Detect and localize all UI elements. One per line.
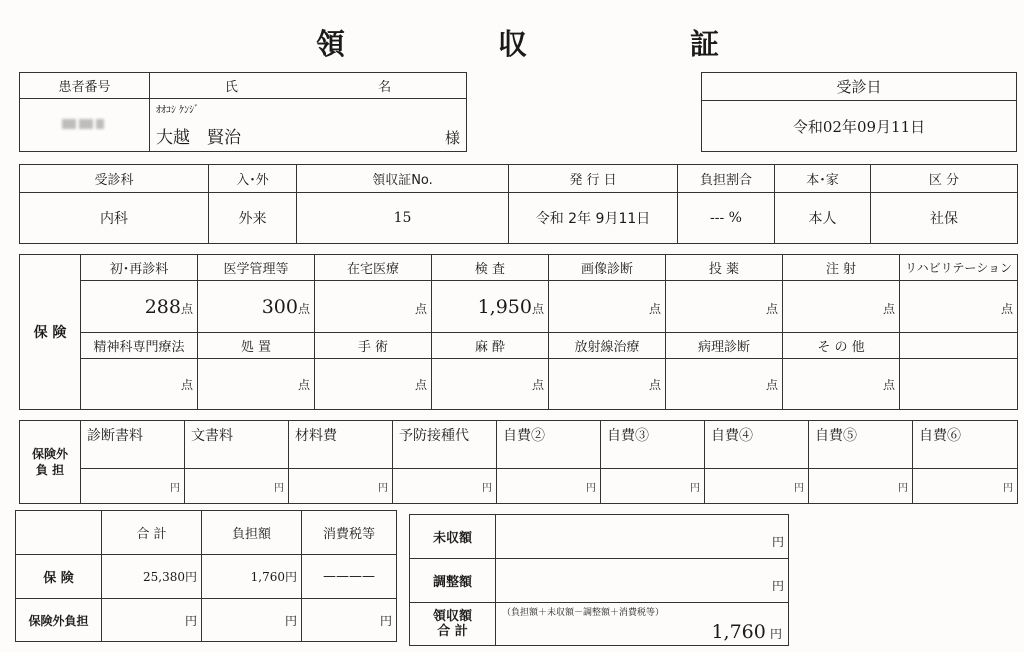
- fee-header: そ の 他: [783, 333, 900, 359]
- fee-header: 麻 酔: [432, 333, 549, 359]
- fee-header: 病理診断: [666, 333, 783, 359]
- totals-header-tax: 消費税等: [302, 511, 397, 555]
- received-value-cell: （負担額＋未収額－調整額＋消費税等） 1,760 円: [496, 603, 789, 646]
- fee-value-cell: 点: [900, 281, 1018, 333]
- totals-header-total: 合 計: [102, 511, 202, 555]
- received-label: 領収額 合 計: [410, 603, 496, 646]
- non-insurance-header: 自費④: [705, 421, 809, 469]
- totals-insurance-burden: 1,760円: [202, 555, 302, 599]
- non-insurance-header: 自費⑤: [809, 421, 913, 469]
- fee-value: 1,950: [477, 295, 532, 318]
- fee-header: 画像診断: [549, 255, 666, 281]
- non-insurance-yen: 円: [81, 469, 185, 504]
- visit-date-header: 受診日: [702, 73, 1017, 101]
- fee-value-cell: 1,950点: [432, 281, 549, 333]
- non-insurance-yen: 円: [809, 469, 913, 504]
- non-insurance-label: 保険外 負 担: [20, 421, 81, 504]
- fee-header: 処 置: [198, 333, 315, 359]
- burden-ratio-header: 負担割合: [678, 165, 775, 193]
- fee-header: 初･再診料: [81, 255, 198, 281]
- patient-kana: ｵｵｺｼ ｹﾝｼﾞ: [156, 105, 200, 116]
- unpaid-value: 円: [496, 515, 789, 559]
- fee-value-cell: 点: [666, 359, 783, 410]
- fee-header: 放射線治療: [549, 333, 666, 359]
- non-insurance-yen: 円: [913, 469, 1018, 504]
- totals-insurance-tax: ————: [302, 555, 397, 599]
- adjust-label: 調整額: [410, 559, 496, 603]
- fee-header: 精神科専門療法: [81, 333, 198, 359]
- patient-name: 大越 賢治: [156, 128, 241, 148]
- inout-header: 入･外: [209, 165, 297, 193]
- receipt-no-header: 領収証No.: [297, 165, 509, 193]
- fee-header: 手 術: [315, 333, 432, 359]
- totals-noninsurance-tax: 円: [302, 599, 397, 642]
- received-formula: （負担額＋未収額－調整額＋消費税等）: [502, 608, 665, 618]
- fee-value: 300: [261, 295, 298, 318]
- non-insurance-yen: 円: [185, 469, 289, 504]
- fee-value-cell: 点: [315, 359, 432, 410]
- non-insurance-header: 自費③: [601, 421, 705, 469]
- fee-value-cell: [900, 359, 1018, 410]
- non-insurance-header: 自費⑥: [913, 421, 1018, 469]
- insurance-points-table: [19, 254, 1018, 410]
- fee-value-cell: 点: [549, 359, 666, 410]
- receipt-title: [0, 22, 1024, 62]
- non-insurance-yen: 円: [601, 469, 705, 504]
- totals-table: [15, 510, 397, 642]
- fee-header: 医学管理等: [198, 255, 315, 281]
- dept-header: 受診科: [20, 165, 209, 193]
- totals-corner: [16, 511, 102, 555]
- visit-date-table: [701, 72, 1017, 152]
- totals-insurance-total: 25,380円: [102, 555, 202, 599]
- unpaid-label: 未収額: [410, 515, 496, 559]
- totals-row-label: 保 険: [16, 555, 102, 599]
- totals-noninsurance-burden: 円: [202, 599, 302, 642]
- received-amount: 1,760: [711, 621, 766, 643]
- patient-id-value: [20, 99, 150, 152]
- fee-value: 288: [144, 295, 181, 318]
- adjust-value: 円: [496, 559, 789, 603]
- non-insurance-table: [19, 420, 1018, 504]
- non-insurance-header: 診断書料: [81, 421, 185, 469]
- non-insurance-yen: 円: [289, 469, 393, 504]
- category-header: 区 分: [871, 165, 1018, 193]
- patient-name-cell: [150, 99, 467, 152]
- fee-value-cell: 点: [783, 281, 900, 333]
- non-insurance-header: 予防接種代: [393, 421, 497, 469]
- title-char-1: 領: [316, 27, 346, 61]
- non-insurance-header: 文書料: [185, 421, 289, 469]
- non-insurance-yen: 円: [393, 469, 497, 504]
- fee-header: 検 査: [432, 255, 549, 281]
- totals-noninsurance-total: 円: [102, 599, 202, 642]
- non-insurance-yen: 円: [497, 469, 601, 504]
- fee-header: 注 射: [783, 255, 900, 281]
- patient-honorific: 様: [444, 129, 460, 147]
- visit-info-table: [19, 164, 1018, 244]
- fee-header: 投 薬: [666, 255, 783, 281]
- receipt-no-value: 15: [297, 193, 509, 244]
- fee-header: 在宅医療: [315, 255, 432, 281]
- fee-header: リハビリテーション: [900, 255, 1018, 281]
- fee-value-cell: 点: [315, 281, 432, 333]
- fee-value-cell: 点: [81, 359, 198, 410]
- totals-header-burden: 負担額: [202, 511, 302, 555]
- insurance-label: 保 険: [20, 255, 81, 410]
- totals-row-label: 保険外負担: [16, 599, 102, 642]
- fee-value-cell: 288点: [81, 281, 198, 333]
- fee-value-cell: 点: [432, 359, 549, 410]
- summary-table: [409, 514, 789, 646]
- visit-date-value: 令和02年09月11日: [702, 101, 1017, 152]
- fee-value-cell: 点: [198, 359, 315, 410]
- patient-id-header: 患者番号: [20, 73, 150, 99]
- insured-type-header: 本･家: [775, 165, 871, 193]
- insured-type-value: 本人: [775, 193, 871, 244]
- fee-header: [900, 333, 1018, 359]
- non-insurance-header: 自費②: [497, 421, 601, 469]
- dept-value: 内科: [20, 193, 209, 244]
- title-char-3: 証: [690, 27, 720, 61]
- fee-value-cell: 点: [666, 281, 783, 333]
- inout-value: 外来: [209, 193, 297, 244]
- patient-table: [19, 72, 467, 152]
- non-insurance-yen: 円: [705, 469, 809, 504]
- fee-value-cell: 300点: [198, 281, 315, 333]
- issue-date-header: 発 行 日: [509, 165, 678, 193]
- issue-date-value: 令和 2年 9月11日: [509, 193, 678, 244]
- patient-name-header: 氏 名: [150, 73, 467, 99]
- title-char-2: 収: [498, 27, 528, 61]
- fee-value-cell: 点: [783, 359, 900, 410]
- fee-value-cell: 点: [549, 281, 666, 333]
- burden-ratio-value: --- %: [678, 193, 775, 244]
- category-value: 社保: [871, 193, 1018, 244]
- non-insurance-header: 材料費: [289, 421, 393, 469]
